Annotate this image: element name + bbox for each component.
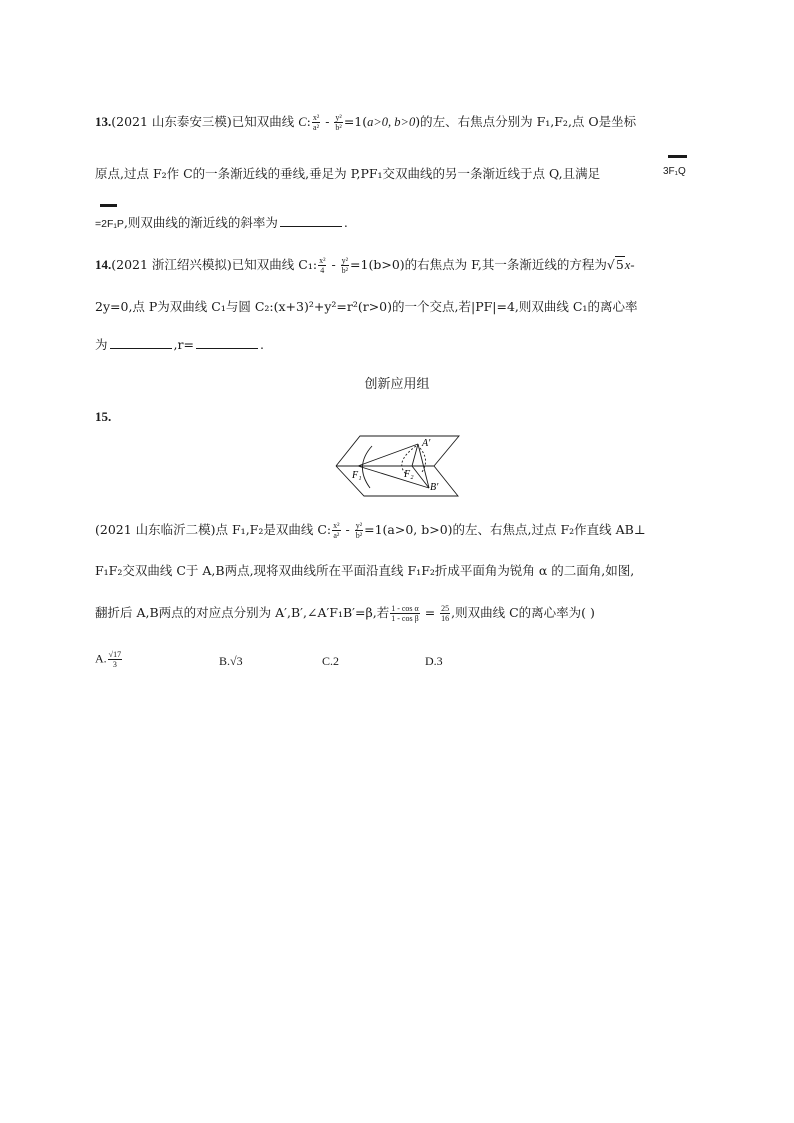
q14-frac-x-num: x² [319, 256, 326, 265]
q15-frac-x [332, 521, 340, 540]
q15-option-c[interactable]: C.2 [322, 654, 340, 668]
q15-line2-text: F₁F₂交双曲线 C于 A,B两点,现将双曲线所在平面沿直线 F₁F₂折成平面角为锐角 α 的二面角,如图, [95, 563, 635, 578]
q14-line2-text: 2y=0,点 P为双曲线 C₁与圆 C₂:(x+3)²+y²=r²(r>0)的一个交点,若|PF|=4,则双曲线 C₁的离心率 [95, 299, 638, 314]
q13-frac-y [334, 113, 342, 132]
q13-line3-text: ,则双曲线的渐近线的斜率为 [123, 215, 278, 230]
q14-number: 14. [95, 257, 112, 272]
q14-frac-y-num: y² [341, 256, 349, 265]
q15-number: 15. [95, 409, 112, 424]
q13-minus: - [321, 114, 334, 129]
q13-text-a: (2021 山东泰安三模)已知双曲线 [111, 114, 299, 129]
q15-frac-y-num: y² [355, 521, 363, 530]
q13-vec2-arrow [100, 204, 117, 207]
q15-segment-f1b [358, 466, 429, 488]
q14-text-c: x- [624, 258, 635, 272]
q15-label-f2: F₂ [404, 469, 414, 480]
q15-ratio-den: 1 - cos β [391, 614, 419, 623]
q15-line3-a: 翻折后 A,B两点的对应点分别为 A′,B′,∠A′F₁B′=β,若 [95, 605, 390, 620]
q13-vec2: =2F₁P [95, 218, 124, 230]
q13-frac-y-num: y² [335, 113, 342, 122]
q14-frac-x-den: 4 [320, 266, 325, 275]
q15-minus: - [341, 522, 354, 537]
q15-line3-b: ,则双曲线 C的离心率为( ) [451, 605, 595, 620]
q14-frac-y [341, 256, 349, 275]
q15-number-line [95, 409, 111, 425]
q15-line1 [95, 521, 646, 540]
q15-label-a: A′ [422, 438, 431, 449]
q15-frac-y-den: b² [355, 531, 363, 540]
q13-end: . [343, 215, 348, 230]
q13-text-b: =1( [343, 114, 368, 129]
q15-label-b: B′ [430, 482, 439, 493]
q13-line2 [95, 166, 600, 182]
q14-frac-y-den: b² [341, 266, 349, 275]
q15-option-a-frac [108, 650, 122, 669]
q14-sqrt: √5 [606, 257, 624, 272]
q13-c: C [298, 115, 307, 129]
q14-text-b: =1(b>0)的右焦点为 F,其一条渐近线的方程为 [350, 257, 607, 272]
q14-frac-x [318, 256, 326, 275]
q15-upper-plane [336, 436, 459, 466]
q14-line2 [95, 299, 637, 315]
q14-line3-a: 为 [95, 337, 108, 352]
q13-frac-y-den: b² [335, 123, 342, 132]
q15-line2 [95, 563, 634, 579]
q14-line3-b: ,r= [173, 337, 194, 352]
q13-frac-x-num: x² [312, 113, 320, 122]
q14-minus: - [327, 257, 340, 272]
q15-value-num: 25 [441, 604, 450, 613]
q15-segment-f1a [358, 444, 418, 466]
q13-vec1: 3F₁Q [663, 166, 686, 177]
q14-end: . [259, 337, 264, 352]
q13-vec1-arrow [668, 155, 687, 158]
q14-answer-blank-2[interactable] [196, 336, 258, 349]
q15-hyperbola-left [362, 446, 372, 488]
q13-frac-x-den: a² [313, 123, 319, 132]
q15-option-a[interactable] [95, 650, 123, 669]
q15-option-a-den: 3 [112, 660, 117, 669]
q13-number: 13. [95, 114, 112, 129]
q14-line3 [95, 336, 264, 353]
q14-text-a: (2021 浙江绍兴模拟)已知双曲线 C₁: [111, 257, 318, 272]
q14-answer-blank-1[interactable] [110, 336, 172, 349]
q15-label-f1: F₁ [352, 470, 362, 481]
q15-frac-y [355, 521, 363, 540]
q14-sqrt-radicand: 5 [615, 257, 624, 272]
q13-line2-text: 原点,过点 F₂作 C的一条渐近线的垂线,垂足为 P,PF₁交双曲线的另一条渐近线于点 Q,且满足 [95, 166, 601, 181]
q13-cond: a>0, b>0 [367, 115, 416, 129]
q15-option-d[interactable]: D.3 [425, 654, 443, 668]
q15-option-b[interactable]: B.√3 [219, 654, 243, 668]
q15-option-a-num: √17 [108, 650, 122, 659]
q14-line1 [95, 256, 634, 275]
q13-answer-blank[interactable] [280, 214, 342, 227]
q15-text-b: =1(a>0, b>0)的左、右焦点,过点 F₂作直线 AB⊥ [364, 522, 646, 537]
q15-frac-x-den: a² [333, 531, 340, 540]
q15-text-a: (2021 山东临沂二模)点 F₁,F₂是双曲线 C: [95, 522, 332, 537]
q13-text-c: )的左、右焦点分别为 F₁,F₂,点 O是坐标 [415, 114, 637, 129]
q13-frac-x [312, 113, 320, 132]
q15-frac-x-num: x² [333, 521, 340, 530]
q13-colon: : [306, 114, 311, 129]
q15-line3 [95, 604, 595, 623]
q13-line1 [95, 113, 636, 132]
q15-option-a-label: A. [95, 651, 107, 666]
section-title: 创新应用组 [364, 377, 430, 392]
q15-eq: = [420, 605, 440, 620]
q15-ratio-num: 1 - cos α [391, 604, 419, 613]
q15-dashed-arc-2 [420, 448, 426, 472]
q15-value [440, 604, 450, 623]
q15-ratio [390, 604, 420, 623]
q13-line3 [95, 214, 348, 232]
q15-figure [334, 432, 464, 500]
q15-value-den: 16 [441, 614, 450, 623]
